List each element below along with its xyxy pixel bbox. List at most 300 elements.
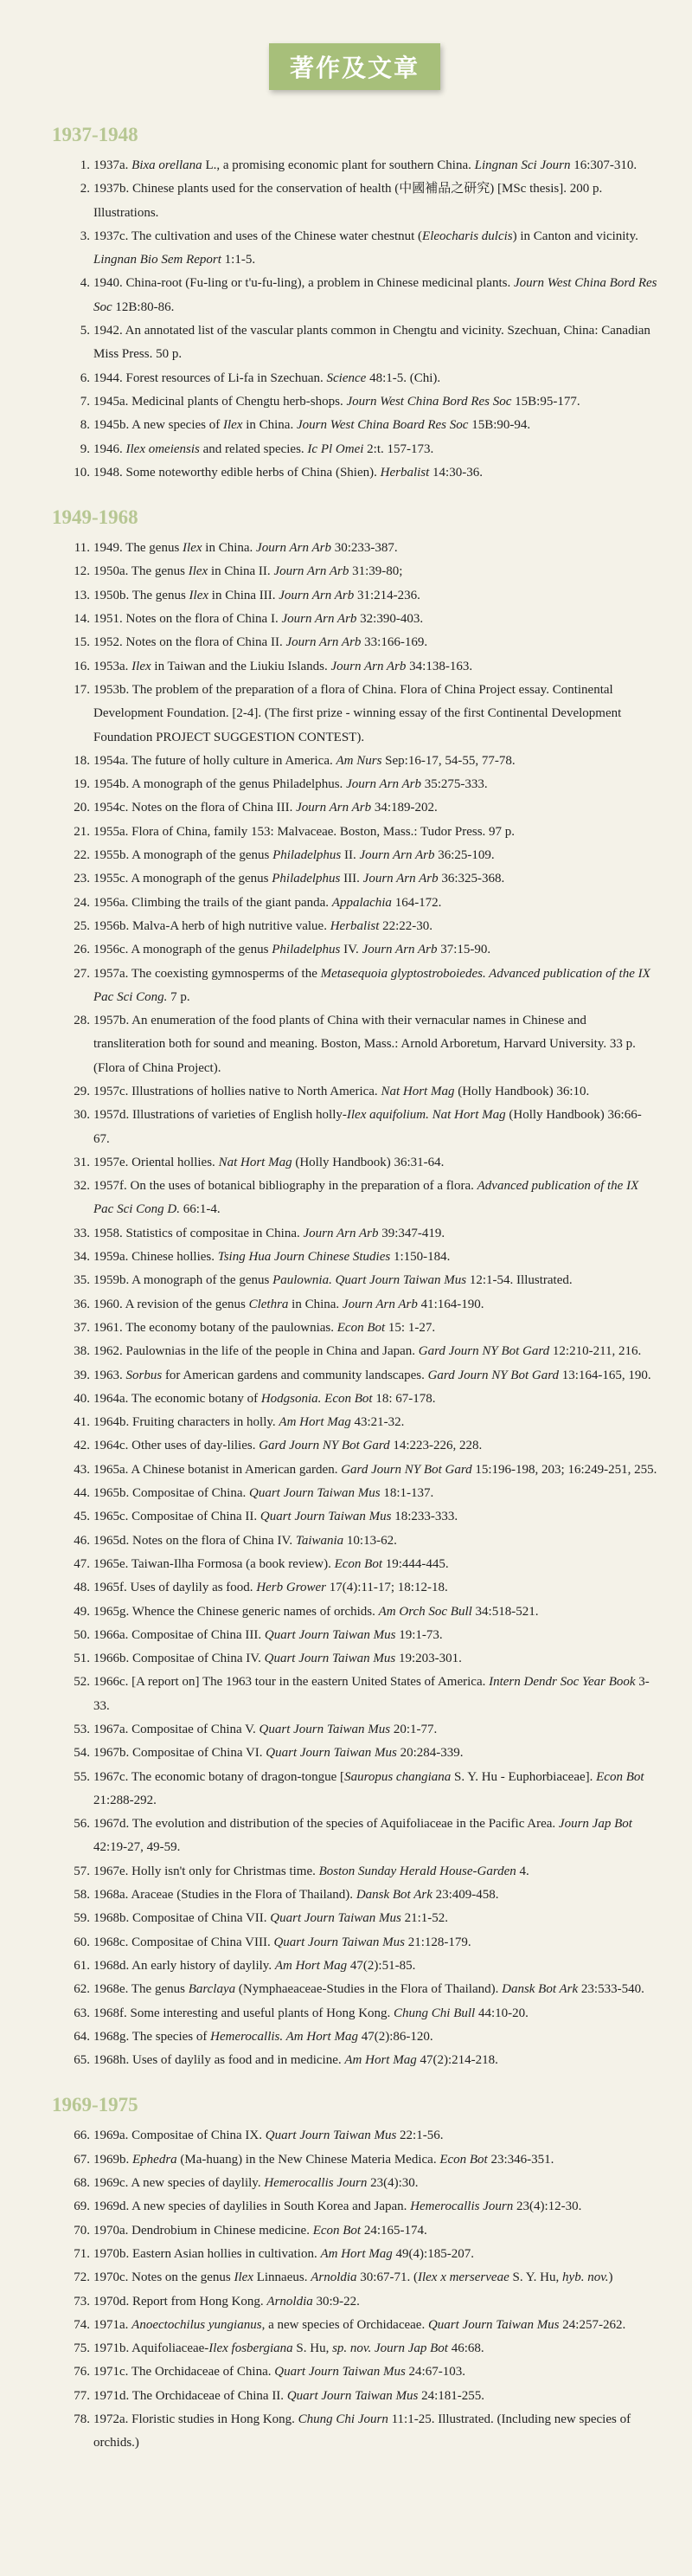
entry-text: 47(2):86-120. xyxy=(357,2029,433,2044)
entry-number: 61. xyxy=(74,1958,90,1973)
entry-text: 1968f. Some interesting and useful plants of Hong Kong. xyxy=(93,2006,394,2020)
entry-number: 3. xyxy=(80,229,90,243)
publication-entry xyxy=(52,2337,657,2360)
entry-number: 53. xyxy=(74,1723,90,1736)
publication-entry xyxy=(52,2025,657,2049)
entry-text: 15: 1-27. xyxy=(385,1320,436,1335)
publication-entry xyxy=(52,938,657,962)
publication-entry xyxy=(52,1388,657,1411)
publication-entry xyxy=(52,584,657,608)
entry-text: in China. xyxy=(202,541,257,556)
publication-list xyxy=(52,154,657,485)
entry-text: 1962. Paulownias in the life of the people in China and Japan. xyxy=(93,1344,419,1359)
entry-text: 1965f. Uses of daylily as food. xyxy=(93,1581,257,1595)
publication-entry xyxy=(52,461,657,485)
entry-number: 37. xyxy=(74,1320,90,1335)
entry-text: 1970b. Eastern Asian hollies in cultivation. xyxy=(93,2246,321,2261)
entry-text: 1956b. Malva-A herb of high nutritive value. xyxy=(93,918,330,933)
entry-text: II. xyxy=(341,848,360,863)
entry-text: 164-172. xyxy=(391,895,442,910)
entry-text: 24:67-103. xyxy=(405,2365,465,2380)
entry-number: 32. xyxy=(74,1179,90,1194)
publication-entry xyxy=(52,2219,657,2243)
entry-number: 7. xyxy=(80,394,90,409)
entry-text: in China III. xyxy=(208,588,279,602)
italic-text: Quart Journ Taiwan Mus xyxy=(427,2317,560,2332)
entry-text: 23:409-458. xyxy=(432,1888,499,1903)
entry-number: 45. xyxy=(74,1510,90,1524)
entry-number: 14. xyxy=(74,612,90,627)
entry-text: ) xyxy=(608,2270,613,2285)
section-title: 1949-1968 xyxy=(52,506,138,529)
entry-text: 24:257-262. xyxy=(559,2317,626,2332)
publication-entry xyxy=(52,2385,657,2408)
entry-text: 12:1-54. Illustrated. xyxy=(466,1273,573,1288)
entry-text: 1950b. The genus xyxy=(93,588,189,602)
entry-number: 21. xyxy=(74,824,90,839)
entry-number: 64. xyxy=(74,2029,90,2044)
entry-text: 19:203-301. xyxy=(395,1652,462,1666)
entry-text: 1971c. The Orchidaceae of China. xyxy=(93,2365,275,2380)
italic-text: Ic Pl Omei xyxy=(307,441,364,456)
entry-text: 1955a. Flora of China, family 153: Malvaceae. Boston, Mass.: Tudor Press. 97 p. xyxy=(93,824,516,839)
italic-text: Journ Arn Arb xyxy=(273,564,349,579)
entry-number: 27. xyxy=(74,966,90,981)
entry-text: Sep:16-17, 54-55, 77-78. xyxy=(381,753,516,768)
publication-entry xyxy=(52,2049,657,2072)
italic-text: Ilex xyxy=(189,588,209,602)
entry-number: 72. xyxy=(74,2270,90,2285)
italic-text: Herb Grower xyxy=(256,1581,327,1595)
entry-text: 34:138-163. xyxy=(406,659,473,673)
italic-text: Am Hort Mag xyxy=(279,1415,351,1430)
italic-text: Advanced publication of the IX Pac Sci Cong D. xyxy=(93,1179,639,1217)
entry-text: 1964c. Other uses of day-lilies. xyxy=(93,1439,260,1453)
italic-text: Tsing Hua Journ Chinese Studies xyxy=(217,1250,391,1265)
publication-entry xyxy=(52,2408,657,2456)
entry-text: 1959a. Chinese hollies. xyxy=(93,1250,218,1265)
entry-text: 37:15-90. xyxy=(437,943,491,957)
entry-number: 70. xyxy=(74,2223,90,2238)
entry-number: 77. xyxy=(74,2388,90,2403)
entry-text: 41:164-190. xyxy=(417,1297,484,1311)
publication-entry xyxy=(52,225,657,273)
entry-text: 23(4):30. xyxy=(367,2176,419,2191)
entry-text: 1963. xyxy=(93,1368,126,1382)
italic-text: Ephedra xyxy=(132,2152,177,2167)
publication-entry xyxy=(52,773,657,796)
entry-text: 1949. The genus xyxy=(93,541,183,556)
italic-text: Arnoldia xyxy=(311,2270,357,2285)
entry-text: 1954b. A monograph of the genus Philadelphus. xyxy=(93,777,347,792)
entry-text: 1971d. The Orchidaceae of China II. xyxy=(93,2388,287,2403)
entry-text: (Holly Handbook) 36:66-67. xyxy=(93,1108,642,1146)
entry-text: 1968a. Araceae (Studies in the Flora of Thailand). xyxy=(93,1888,356,1903)
entry-text: 17(4):11-17; 18:12-18. xyxy=(326,1581,448,1595)
entry-text: in China. xyxy=(242,418,297,433)
entry-text: 1:150-184. xyxy=(390,1250,451,1265)
entry-text: 1937c. The cultivation and uses of the Chinese water chestnut ( xyxy=(93,229,423,243)
publication-entry xyxy=(52,1907,657,1930)
italic-text: Econ Bot xyxy=(439,2152,488,2167)
publication-entry xyxy=(52,2148,657,2172)
publication-entry xyxy=(52,1364,657,1388)
entry-number: 42. xyxy=(74,1439,90,1453)
entry-text: 1966a. Compositae of China III. xyxy=(93,1627,265,1642)
publication-entry xyxy=(52,1884,657,1907)
italic-text: Sauropus changiana xyxy=(344,1769,452,1784)
entry-text: 34:518-521. xyxy=(471,1604,539,1619)
entry-text: 31:39-80; xyxy=(349,564,403,579)
italic-text: Journ Jap Bot xyxy=(558,1817,632,1832)
entry-text: 2:t. 157-173. xyxy=(363,441,434,456)
italic-text: Journ West China Bord Res Soc xyxy=(93,276,657,314)
publication-entry xyxy=(52,1671,657,1718)
entry-text: 19:1-73. xyxy=(395,1627,443,1642)
publication-entry xyxy=(52,390,657,414)
entry-text: 1968b. Compositae of China VII. xyxy=(93,1911,271,1926)
italic-text: Eleocharis dulcis xyxy=(422,229,513,243)
entry-text: 46:68. xyxy=(447,2341,484,2356)
italic-text: Intern Dendr Soc Year Book xyxy=(489,1675,636,1690)
italic-text: Journ Arn Arb xyxy=(281,612,357,627)
italic-text: Nat Hort Mag xyxy=(381,1084,455,1098)
entry-text: 21:128-179. xyxy=(405,1935,471,1949)
entry-text: 1966c. [A report on] The 1963 tour in the eastern United States of America. xyxy=(93,1675,490,1690)
entry-number: 44. xyxy=(74,1486,90,1501)
entry-text: 1961. The economy botany of the paulownias. xyxy=(93,1320,337,1335)
entry-number: 57. xyxy=(74,1864,90,1878)
italic-text: Quart Journ Taiwan Mus xyxy=(249,1486,381,1501)
entry-number: 31. xyxy=(74,1155,90,1169)
entry-text: 1948. Some noteworthy edible herbs of China (Shien). xyxy=(93,465,381,480)
publication-entry xyxy=(52,1222,657,1246)
italic-text: sp. nov. Journ Jap Bot xyxy=(332,2341,448,2356)
publication-list xyxy=(52,2124,657,2455)
entry-number: 38. xyxy=(74,1344,90,1359)
entry-number: 47. xyxy=(74,1556,90,1571)
publication-entry xyxy=(52,1293,657,1317)
entry-text: 21:288-292. xyxy=(93,1793,157,1807)
entry-text: 13:164-165, 190. xyxy=(559,1368,651,1382)
entry-text: 22:1-56. xyxy=(396,2128,444,2143)
entry-text: 1953b. The problem of the preparation of a flora of China. Flora of China Project essay. Continental Development Foundation. [2-4]. (The first prize - winning essay of the first Continental Development Foundation PROJECT SUGGESTION CONTEST). xyxy=(93,682,622,744)
entry-text: 49(4):185-207. xyxy=(392,2246,474,2261)
section-title: 1969-1975 xyxy=(52,2094,138,2116)
entry-number: 71. xyxy=(74,2246,90,2261)
publication-entry xyxy=(52,821,657,844)
entry-text: L., a promising economic plant for southern China. xyxy=(202,158,475,172)
entry-text: 1944. Forest resources of Li-fa in Szechuan. xyxy=(93,370,327,385)
publication-entry xyxy=(52,2266,657,2289)
entry-number: 54. xyxy=(74,1746,90,1761)
entry-number: 30. xyxy=(74,1108,90,1123)
italic-text: Herbalist xyxy=(330,918,380,933)
italic-text: Journ Arn Arb xyxy=(362,943,438,957)
entry-text: 1972a. Floristic studies in Hong Kong. xyxy=(93,2412,298,2427)
entry-number: 36. xyxy=(74,1297,90,1311)
italic-text: Journ Arn Arb xyxy=(285,635,362,650)
publication-entry xyxy=(52,177,657,225)
entry-text: 31:214-236. xyxy=(354,588,420,602)
entry-text: 20:1-77. xyxy=(390,1723,438,1736)
italic-text: Am Nurs xyxy=(336,753,382,768)
publication-entry xyxy=(52,796,657,820)
publication-entry xyxy=(52,1742,657,1765)
publication-entry xyxy=(52,1104,657,1151)
italic-text: Journ Arn Arb xyxy=(256,541,331,556)
entry-number: 55. xyxy=(74,1769,90,1784)
entry-text: 35:275-333. xyxy=(421,777,488,792)
italic-text: hyb. nov. xyxy=(562,2270,609,2285)
entry-text: 43:21-32. xyxy=(350,1415,405,1430)
entry-text: 19:444-445. xyxy=(382,1556,449,1571)
entry-number: 46. xyxy=(74,1533,90,1548)
entry-text: 1937b. Chinese plants used for the conservation of health (中國補品之研究) [MSc thesis]. 200 p. Illustrations. xyxy=(93,182,603,220)
entry-text: 1954c. Notes on the flora of China III. xyxy=(93,801,297,815)
entry-text: 42:19-27, 49-59. xyxy=(93,1840,181,1855)
entry-text: (Holly Handbook) 36:10. xyxy=(454,1084,590,1098)
entry-text: 1958. Statistics of compositae in China. xyxy=(93,1226,304,1240)
entry-number: 13. xyxy=(74,588,90,602)
publication-entry xyxy=(52,414,657,437)
publication-entry xyxy=(52,2360,657,2384)
italic-text: Journ Arn Arb xyxy=(362,872,439,886)
publication-entry xyxy=(52,655,657,679)
entry-text: ) in Canton and vicinity. xyxy=(512,229,638,243)
entry-number: 11. xyxy=(74,541,90,556)
entry-text: 1964a. The economic botany of xyxy=(93,1391,261,1406)
entry-text: in China II. xyxy=(208,564,274,579)
entry-number: 24. xyxy=(74,895,90,910)
entry-text: 30:233-387. xyxy=(330,541,398,556)
italic-text: Barclaya xyxy=(188,1982,236,1997)
entry-text: 1956c. A monograph of the genus xyxy=(93,943,272,957)
entry-number: 2. xyxy=(80,182,90,196)
entry-number: 58. xyxy=(74,1888,90,1903)
entry-text: 1945a. Medicinal plants of Chengtu herb-shops. xyxy=(93,394,347,409)
entry-text: 22:22-30. xyxy=(379,918,433,933)
italic-text: Journ Arn Arb xyxy=(359,848,435,863)
entry-text: 1971b. Aquifoliaceae- xyxy=(93,2341,209,2356)
entry-number: 15. xyxy=(74,635,90,650)
entry-number: 33. xyxy=(74,1226,90,1240)
publication-entry xyxy=(52,1600,657,1624)
entry-text: 1967c. The economic botany of dragon-tongue [ xyxy=(93,1769,345,1784)
entry-number: 49. xyxy=(74,1604,90,1619)
italic-text: Clethra xyxy=(248,1297,289,1311)
publication-entry xyxy=(52,1576,657,1600)
italic-text: Philadelphus xyxy=(272,848,342,863)
publication-entry xyxy=(52,1009,657,1080)
italic-text: Gard Journ NY Bot Gard xyxy=(427,1368,559,1382)
italic-text: Ilex xyxy=(234,2270,253,2285)
italic-text: Chung Chi Journ xyxy=(298,2412,388,2427)
publication-entry xyxy=(52,2195,657,2219)
italic-text: Paulownia. Quart Journ Taiwan Mus xyxy=(272,1273,467,1288)
entry-text: 1952. Notes on the flora of China II. xyxy=(93,635,286,650)
entry-number: 73. xyxy=(74,2294,90,2309)
entry-text: 20:284-339. xyxy=(396,1746,464,1761)
entry-number: 63. xyxy=(74,2006,90,2020)
publication-entry xyxy=(52,1860,657,1884)
italic-text: Quart Journ Taiwan Mus xyxy=(274,2365,406,2380)
publication-entry xyxy=(52,1175,657,1222)
publication-entry xyxy=(52,2124,657,2148)
entry-text: (Ma-huang) in the New Chinese Materia Medica. xyxy=(176,2152,440,2167)
entry-text: 1971a. xyxy=(93,2317,132,2332)
entry-text: 23:346-351. xyxy=(487,2152,554,2167)
entry-text: 36:25-109. xyxy=(434,848,495,863)
publication-entry xyxy=(52,963,657,1010)
entry-text: 1957b. An enumeration of the food plants of China with their vernacular names in Chinese and transliteration both for sound and meaning. Boston, Mass.: Arnold Arboretum, Harvard University. 33 p. (Flora of China Project). xyxy=(93,1014,636,1075)
italic-text: Taiwania xyxy=(295,1533,344,1548)
entry-text: 1967a. Compositae of China V. xyxy=(93,1723,260,1736)
entry-number: 68. xyxy=(74,2176,90,2191)
italic-text: Ilex fosbergiana xyxy=(208,2341,293,2356)
entry-text: 44:10-20. xyxy=(475,2006,529,2020)
entry-text: 1950a. The genus xyxy=(93,564,189,579)
italic-text: Dansk Bot Ark xyxy=(356,1888,432,1903)
entry-text: IV. xyxy=(340,943,362,957)
italic-text: Hemerocallis. Am Hort Mag xyxy=(210,2029,358,2044)
publication-entry xyxy=(52,560,657,583)
entry-number: 43. xyxy=(74,1462,90,1477)
entry-text: 1959b. A monograph of the genus xyxy=(93,1273,273,1288)
italic-text: Ilex omeiensis xyxy=(125,441,200,456)
entry-text: 24:165-174. xyxy=(361,2223,427,2238)
publication-entry xyxy=(52,1553,657,1576)
entry-number: 9. xyxy=(80,441,90,456)
entry-text: 1967b. Compositae of China VI. xyxy=(93,1746,266,1761)
italic-text: Journ West China Bord Res Soc xyxy=(346,394,512,409)
entry-number: 48. xyxy=(74,1581,90,1595)
publication-entry xyxy=(52,915,657,938)
publication-sections xyxy=(52,121,657,2456)
publication-entry xyxy=(52,1624,657,1647)
entry-text: 14:30-36. xyxy=(429,465,483,480)
italic-text: Quart Journ Taiwan Mus xyxy=(273,1935,406,1949)
italic-text: Dansk Bot Ark xyxy=(502,1982,579,1997)
entry-text: 11:1-25. Illustrated. (Including new species of orchids.) xyxy=(93,2412,631,2450)
entry-text: 1957c. Illustrations of hollies native to North America. xyxy=(93,1084,381,1098)
entry-number: 28. xyxy=(74,1014,90,1028)
italic-text: Chung Chi Bull xyxy=(394,2006,476,2020)
entry-text: S. Y. Hu - Euphorbiaceae]. xyxy=(451,1769,597,1784)
italic-text: Journ Arn Arb xyxy=(279,588,355,602)
publication-entry xyxy=(52,2314,657,2337)
italic-text: Metasequoia glyptostroboiedes. Advanced publication of the IX Pac Sci Cong. xyxy=(93,966,650,1004)
italic-text: Sorbus xyxy=(125,1368,163,1382)
entry-number: 40. xyxy=(74,1391,90,1406)
entry-text: 1970c. Notes on the genus xyxy=(93,2270,234,2285)
italic-text: Gard Journ NY Bot Gard xyxy=(418,1344,550,1359)
entry-number: 35. xyxy=(74,1273,90,1288)
publication-entry xyxy=(52,1459,657,1482)
entry-text: 18: 67-178. xyxy=(372,1391,436,1406)
italic-text: Hemerocallis Journ xyxy=(264,2176,368,2191)
italic-text: Hemerocallis Journ xyxy=(410,2199,514,2214)
entry-text: 1965d. Notes on the flora of China IV. xyxy=(93,1533,296,1548)
entry-text: 1945b. A new species of xyxy=(93,418,223,433)
entry-text: 1969b. xyxy=(93,2152,132,2167)
entry-number: 65. xyxy=(74,2053,90,2068)
entry-number: 50. xyxy=(74,1627,90,1642)
publication-entry xyxy=(52,1340,657,1363)
entry-number: 74. xyxy=(74,2317,90,2332)
entry-text: 7 p. xyxy=(167,989,190,1004)
italic-text: Philadelphus xyxy=(272,872,341,886)
entry-text: S. Y. Hu, xyxy=(509,2270,563,2285)
entry-text: 4. xyxy=(516,1864,529,1878)
entry-number: 69. xyxy=(74,2199,90,2214)
publication-entry xyxy=(52,537,657,560)
publication-entry xyxy=(52,438,657,461)
entry-text: 1956a. Climbing the trails of the giant panda. xyxy=(93,895,332,910)
publication-entry xyxy=(52,1246,657,1269)
publication-entry xyxy=(52,1482,657,1505)
italic-text: Quart Journ Taiwan Mus xyxy=(259,1723,391,1736)
italic-text: Journ West China Board Res Soc xyxy=(296,418,469,433)
italic-text: Econ Bot xyxy=(596,1769,644,1784)
italic-text: Ilex aquifolium. Nat Hort Mag xyxy=(346,1108,506,1123)
entry-text: 48:1-5. (Chi). xyxy=(366,370,441,385)
entry-text: 1968d. An early history of daylily. xyxy=(93,1958,275,1973)
entry-text: 1966b. Compositae of China IV. xyxy=(93,1652,265,1666)
entry-text: 1969a. Compositae of China IX. xyxy=(93,2128,266,2143)
entry-number: 26. xyxy=(74,943,90,957)
entry-text: 1957f. On the uses of botanical bibliography in the preparation of a flora. xyxy=(93,1179,477,1194)
italic-text: Anoectochilus yungianus xyxy=(131,2317,262,2332)
publication-entry xyxy=(52,367,657,390)
publication-entry xyxy=(52,1978,657,2001)
publication-entry xyxy=(52,631,657,654)
entry-text: 30:9-22. xyxy=(312,2294,360,2309)
entry-number: 59. xyxy=(74,1911,90,1926)
italic-text: Quart Journ Taiwan Mus xyxy=(265,2128,397,2143)
publication-entry xyxy=(52,2290,657,2314)
italic-text: Science xyxy=(326,370,367,385)
entry-number: 60. xyxy=(74,1935,90,1949)
entry-number: 1. xyxy=(80,158,90,172)
publication-entry xyxy=(52,1813,657,1860)
italic-text: Ilex xyxy=(222,418,243,433)
entry-text: 1965a. A Chinese botanist in American garden. xyxy=(93,1462,342,1477)
entry-text: (Holly Handbook) 36:31-64. xyxy=(292,1155,445,1169)
italic-text: Ilex xyxy=(131,659,151,673)
entry-text: 15B:90-94. xyxy=(468,418,531,433)
entry-text: 1937a. xyxy=(93,158,132,172)
entry-number: 78. xyxy=(74,2412,90,2427)
italic-text: Nat Hort Mag xyxy=(218,1155,292,1169)
entry-text: 1954a. The future of holly culture in America. xyxy=(93,753,336,768)
italic-text: Lingnan Bio Sem Report xyxy=(93,253,221,267)
entry-text: 1957e. Oriental hollies. xyxy=(93,1155,219,1169)
italic-text: Gard Journ NY Bot Gard xyxy=(259,1439,390,1453)
entry-number: 52. xyxy=(74,1675,90,1690)
section-title: 1937-1948 xyxy=(52,124,138,145)
italic-text: Econ Bot xyxy=(334,1556,382,1571)
italic-text: Am Hort Mag xyxy=(274,1958,348,1973)
entry-number: 62. xyxy=(74,1982,90,1997)
entry-text: 23:533-540. xyxy=(578,1982,644,1997)
entry-text: 32:390-403. xyxy=(356,612,424,627)
entry-text: in China. xyxy=(288,1297,343,1311)
italic-text: Am Hort Mag xyxy=(320,2246,393,2261)
entry-text: 34:189-202. xyxy=(371,801,438,815)
entry-text: (Nymphaeaceae-Studies in the Flora of Thailand). xyxy=(235,1982,503,1997)
italic-text: Philadelphus xyxy=(272,943,341,957)
